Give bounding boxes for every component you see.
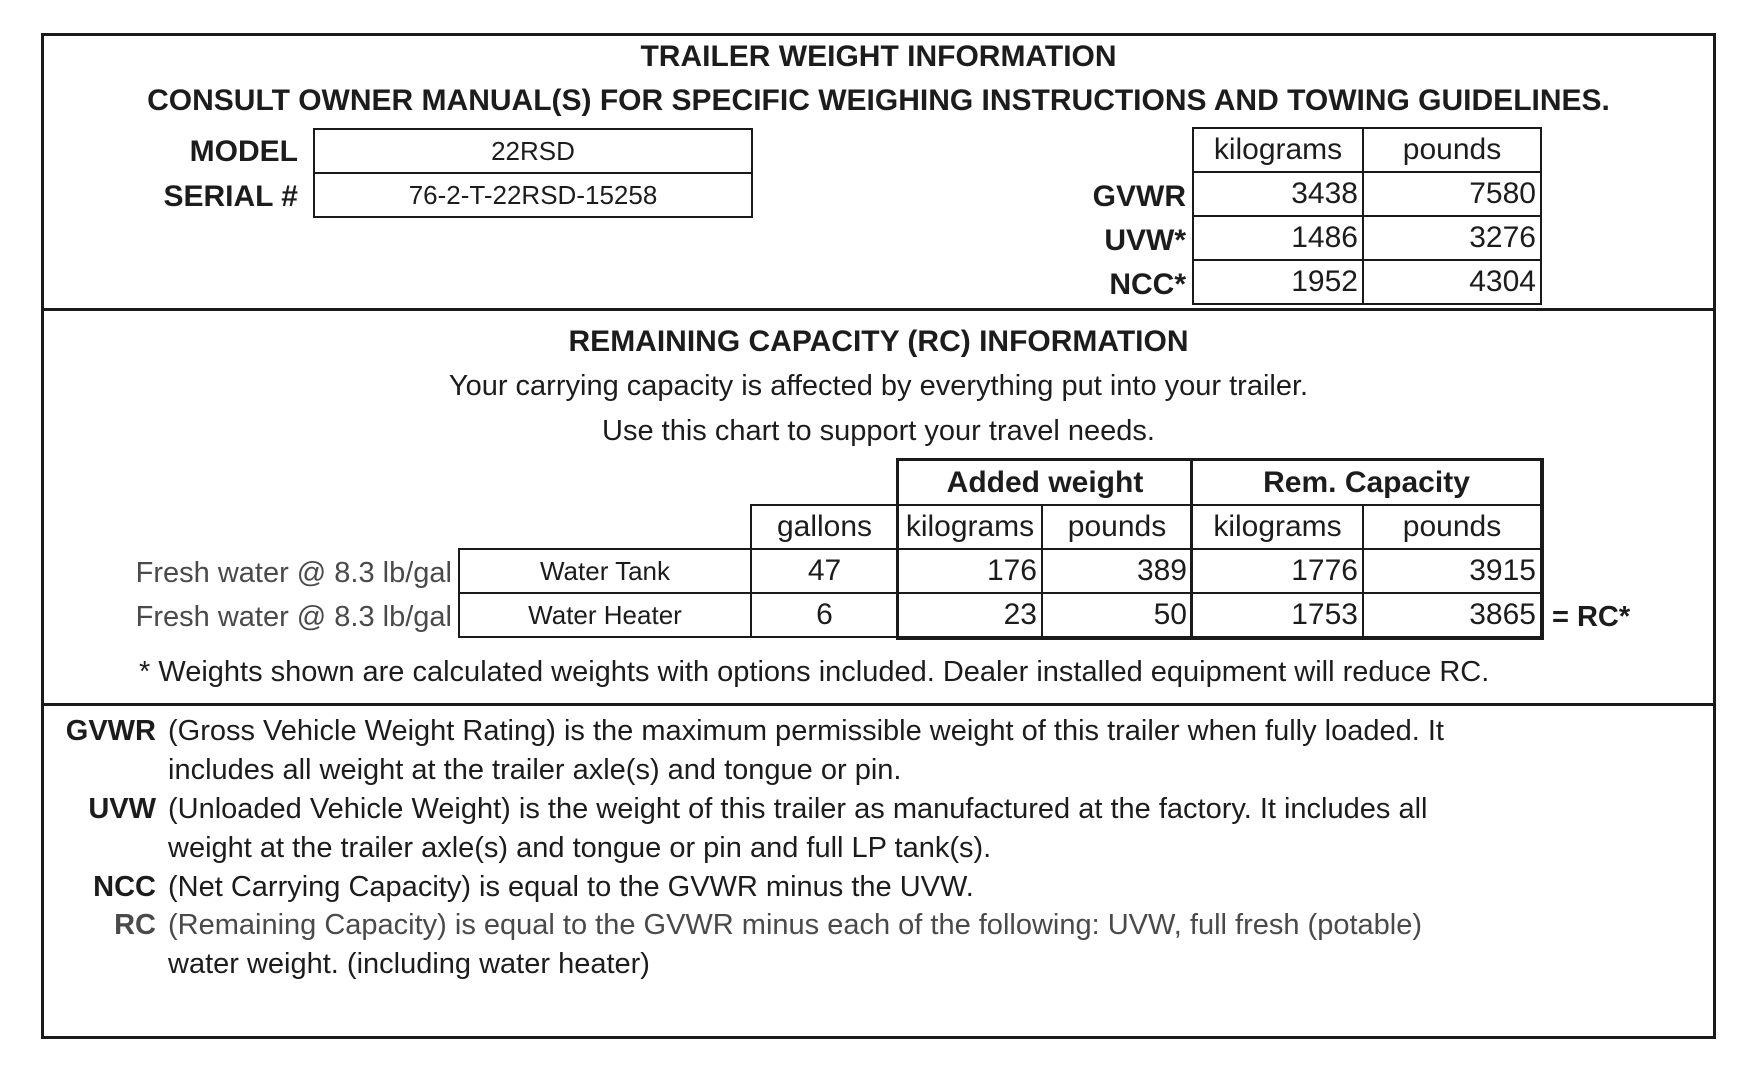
model-value: 22RSD bbox=[313, 128, 753, 174]
gvwr-lb: 7580 bbox=[1362, 171, 1542, 217]
def-gvwr-line-2: includes all weight at the trailer axle(s) and tongue or pin. bbox=[168, 754, 902, 786]
row-1-gallons: 47 bbox=[750, 548, 899, 594]
col-header-gallons: gallons bbox=[750, 504, 899, 550]
def-term-rc: RC bbox=[114, 909, 156, 941]
page-subtitle: CONSULT OWNER MANUAL(S) FOR SPECIFIC WEIGHING INSTRUCTIONS AND TOWING GUIDELINES. bbox=[147, 84, 1610, 117]
row-1-description: Fresh water @ 8.3 lb/gal bbox=[135, 557, 452, 589]
def-ncc-line-1: (Net Carrying Capacity) is equal to the GVWR minus the UVW. bbox=[168, 871, 974, 903]
row-2-rem-kg: 1753 bbox=[1191, 592, 1364, 638]
col-header-rem-lb: pounds bbox=[1362, 504, 1542, 550]
def-term-ncc: NCC bbox=[93, 871, 156, 903]
row-2-description: Fresh water @ 8.3 lb/gal bbox=[135, 601, 452, 633]
ratings-header-kg: kilograms bbox=[1192, 127, 1364, 173]
row-2-rem-lb: 3865 bbox=[1362, 592, 1542, 638]
uvw-lb: 3276 bbox=[1362, 215, 1542, 261]
col-header-added-lb: pounds bbox=[1041, 504, 1193, 550]
ratings-header-lb: pounds bbox=[1362, 127, 1542, 173]
row-2-added-lb: 50 bbox=[1041, 592, 1193, 638]
remaining-capacity-header: Rem. Capacity bbox=[1191, 459, 1542, 506]
def-gvwr-line-1: (Gross Vehicle Weight Rating) is the maximum permissible weight of this trailer when fully loaded. It bbox=[168, 715, 1444, 747]
section-divider-bottom bbox=[41, 703, 1716, 706]
rc-intro-line-1: Your carrying capacity is affected by everything put into your trailer. bbox=[448, 370, 1309, 402]
rc-marker: = RC* bbox=[1552, 601, 1631, 633]
def-uvw-line-2: weight at the trailer axle(s) and tongue or pin and full LP tank(s). bbox=[168, 832, 992, 864]
def-term-uvw: UVW bbox=[88, 793, 156, 825]
model-label: MODEL bbox=[189, 135, 298, 168]
ncc-kg: 1952 bbox=[1192, 259, 1364, 305]
def-uvw-line-1: (Unloaded Vehicle Weight) is the weight of this trailer as manufactured at the factory. It includes all bbox=[168, 793, 1428, 825]
uvw-kg: 1486 bbox=[1192, 215, 1364, 261]
ncc-lb: 4304 bbox=[1362, 259, 1542, 305]
serial-label: SERIAL # bbox=[163, 180, 298, 213]
ratings-label-ncc: NCC* bbox=[1109, 268, 1186, 301]
row-2-added-kg: 23 bbox=[897, 592, 1043, 638]
row-1-rem-lb: 3915 bbox=[1362, 548, 1542, 594]
row-1-rem-kg: 1776 bbox=[1191, 548, 1364, 594]
row-1-added-lb: 389 bbox=[1041, 548, 1193, 594]
def-term-gvwr: GVWR bbox=[65, 715, 156, 747]
added-weight-header: Added weight bbox=[897, 459, 1193, 506]
rc-title: REMAINING CAPACITY (RC) INFORMATION bbox=[568, 325, 1189, 358]
def-rc-line-1: (Remaining Capacity) is equal to the GVWR minus each of the following: UVW, full fresh (potable) bbox=[168, 909, 1422, 941]
row-1-added-kg: 176 bbox=[897, 548, 1043, 594]
ratings-label-gvwr: GVWR bbox=[1092, 180, 1186, 213]
row-2-item: Water Heater bbox=[458, 592, 752, 638]
col-header-rem-kg: kilograms bbox=[1191, 504, 1364, 550]
col-header-added-kg: kilograms bbox=[897, 504, 1043, 550]
rc-intro-line-2: Use this chart to support your travel needs. bbox=[602, 415, 1155, 447]
def-rc-line-2: water weight. (including water heater) bbox=[168, 948, 650, 980]
rc-footnote: * Weights shown are calculated weights with options included. Dealer installed equipment will reduce RC. bbox=[139, 656, 1490, 688]
row-1-item: Water Tank bbox=[458, 548, 752, 594]
row-2-gallons: 6 bbox=[750, 592, 899, 638]
ratings-label-uvw: UVW* bbox=[1104, 224, 1186, 257]
serial-value: 76-2-T-22RSD-15258 bbox=[313, 172, 753, 218]
gvwr-kg: 3438 bbox=[1192, 171, 1364, 217]
page-title: TRAILER WEIGHT INFORMATION bbox=[640, 40, 1117, 73]
section-divider-top bbox=[41, 308, 1716, 311]
